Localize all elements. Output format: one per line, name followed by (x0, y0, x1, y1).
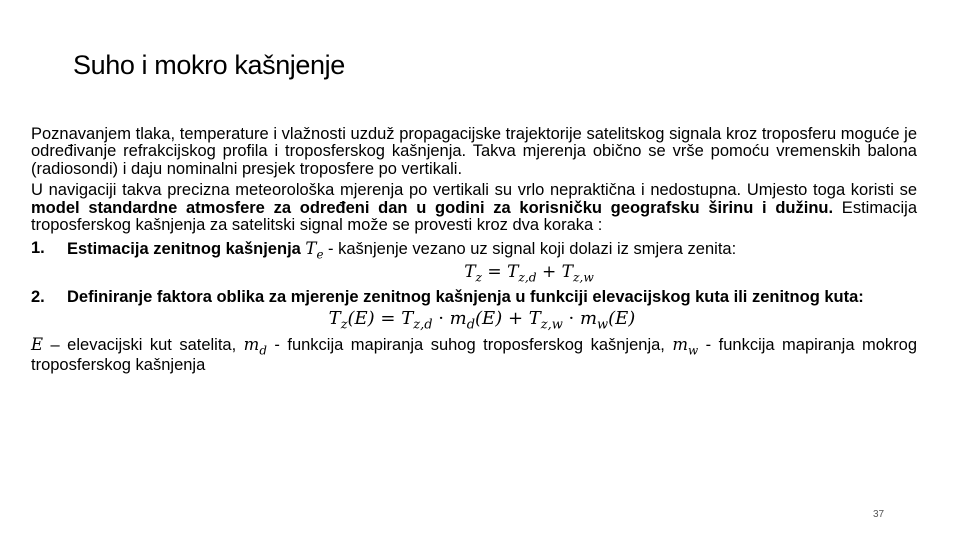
standard-atmosphere-model-text: model standardne atmosfere za određeni dan u godini za korisničku geografsku širinu i dužinu. (31, 198, 834, 217)
eq2-dot-1: · (432, 307, 450, 329)
step-2-heading: Definiranje faktora oblika za mjerenje zenitnog kašnjenja u funkciji elevacijskog kuta ili zenitnog kuta: (67, 288, 864, 307)
note-symbol-md (243, 334, 267, 358)
step-1-description: - kašnjenje vezano uz signal koji dolazi iz smjera zenita: (323, 239, 737, 258)
slide-body (31, 126, 917, 374)
note-sub-d: d (259, 343, 267, 358)
note-text-2: - funkcija mapiranja suhog troposferskog kašnjenja, (266, 335, 673, 354)
eq2-dot-2: · (562, 307, 580, 329)
slide-title: Suho i mokro kašnjenje (73, 50, 345, 80)
step-1-number: 1. (31, 238, 45, 257)
eq2-plus: + (502, 307, 529, 329)
eq2-term-T: T (328, 307, 341, 329)
step-2 (31, 289, 917, 306)
paragraph-navigation-text-a: U navigaciji takva precizna meteorološka mjerenja po vertikali su vrlo nepraktična i nedostupna. Umjesto toga koristi se (31, 181, 917, 200)
eq2-sub-d: d (466, 317, 476, 333)
equation-zenith-delay (31, 263, 917, 284)
step-1-heading: Estimacija zenitnog kašnjenja (67, 239, 301, 258)
step-2-number: 2. (31, 288, 45, 307)
eq2-term-T-wet: T (528, 307, 541, 329)
note-symbol-mw (672, 334, 699, 358)
eq1-sub-zw: z,w (572, 270, 594, 285)
paragraph-measurement: Poznavanjem tlaka, temperature i vlažnosti uzduž propagacijske trajektorije satelitskog signala kroz troposferu moguće je određivanje refrakcijskog profila i troposferskog kašnjenja. Takva mjerenja obično se vrše pomoću vremenskih balona (radiosondi) i daju nominalni presjek troposfere po vertikali. (31, 125, 917, 178)
eq1-equals: = (482, 261, 508, 282)
note-symbol-E: E (31, 334, 44, 354)
note-text-3: - funkcija mapiranja mokrog troposferskog kašnjenja (31, 335, 917, 374)
eq1-term-T: T (464, 261, 476, 282)
eq1-term-T-wet: T (561, 261, 573, 282)
eq2-arg-E-dry: (E) (475, 307, 503, 329)
eq2-arg-E: (E) (347, 307, 375, 329)
equation-mapping (31, 309, 917, 332)
step-1 (31, 240, 917, 261)
step-1-symbol (305, 238, 324, 262)
eq1-plus: + (536, 261, 562, 282)
eq2-term-m-dry: m (449, 307, 467, 329)
step-1-text (67, 240, 917, 261)
page-number: 37 (873, 509, 885, 520)
paragraph-navigation (31, 182, 917, 234)
note-symbol-m-wet: m (672, 334, 689, 354)
legend-note (31, 336, 917, 374)
eq2-sub-zd: z,d (413, 317, 433, 333)
eq1-sub-zd: z,d (518, 270, 537, 285)
eq2-arg-E-wet: (E) (608, 307, 636, 329)
symbol-subscript-e: e (316, 247, 324, 262)
eq2-sub-z: z (340, 317, 348, 333)
eq1-term-T-dry: T (507, 261, 519, 282)
note-sub-w: w (688, 343, 699, 358)
symbol-T: T (305, 238, 317, 258)
eq2-sub-w: w (597, 317, 609, 333)
eq2-term-m-wet: m (579, 307, 598, 329)
eq1-sub-z: z (475, 270, 482, 285)
eq2-term-T-dry: T (401, 307, 414, 329)
eq2-sub-zw: z,w (540, 317, 563, 333)
note-text-1: – elevacijski kut satelita, (43, 335, 244, 354)
paragraph-navigation-text-b: Estimacija troposferskog kašnjenja za satelitski signal može se provesti kroz dva koraka : (31, 198, 917, 235)
eq2-equals: = (374, 307, 402, 329)
note-symbol-m-dry: m (243, 334, 260, 354)
